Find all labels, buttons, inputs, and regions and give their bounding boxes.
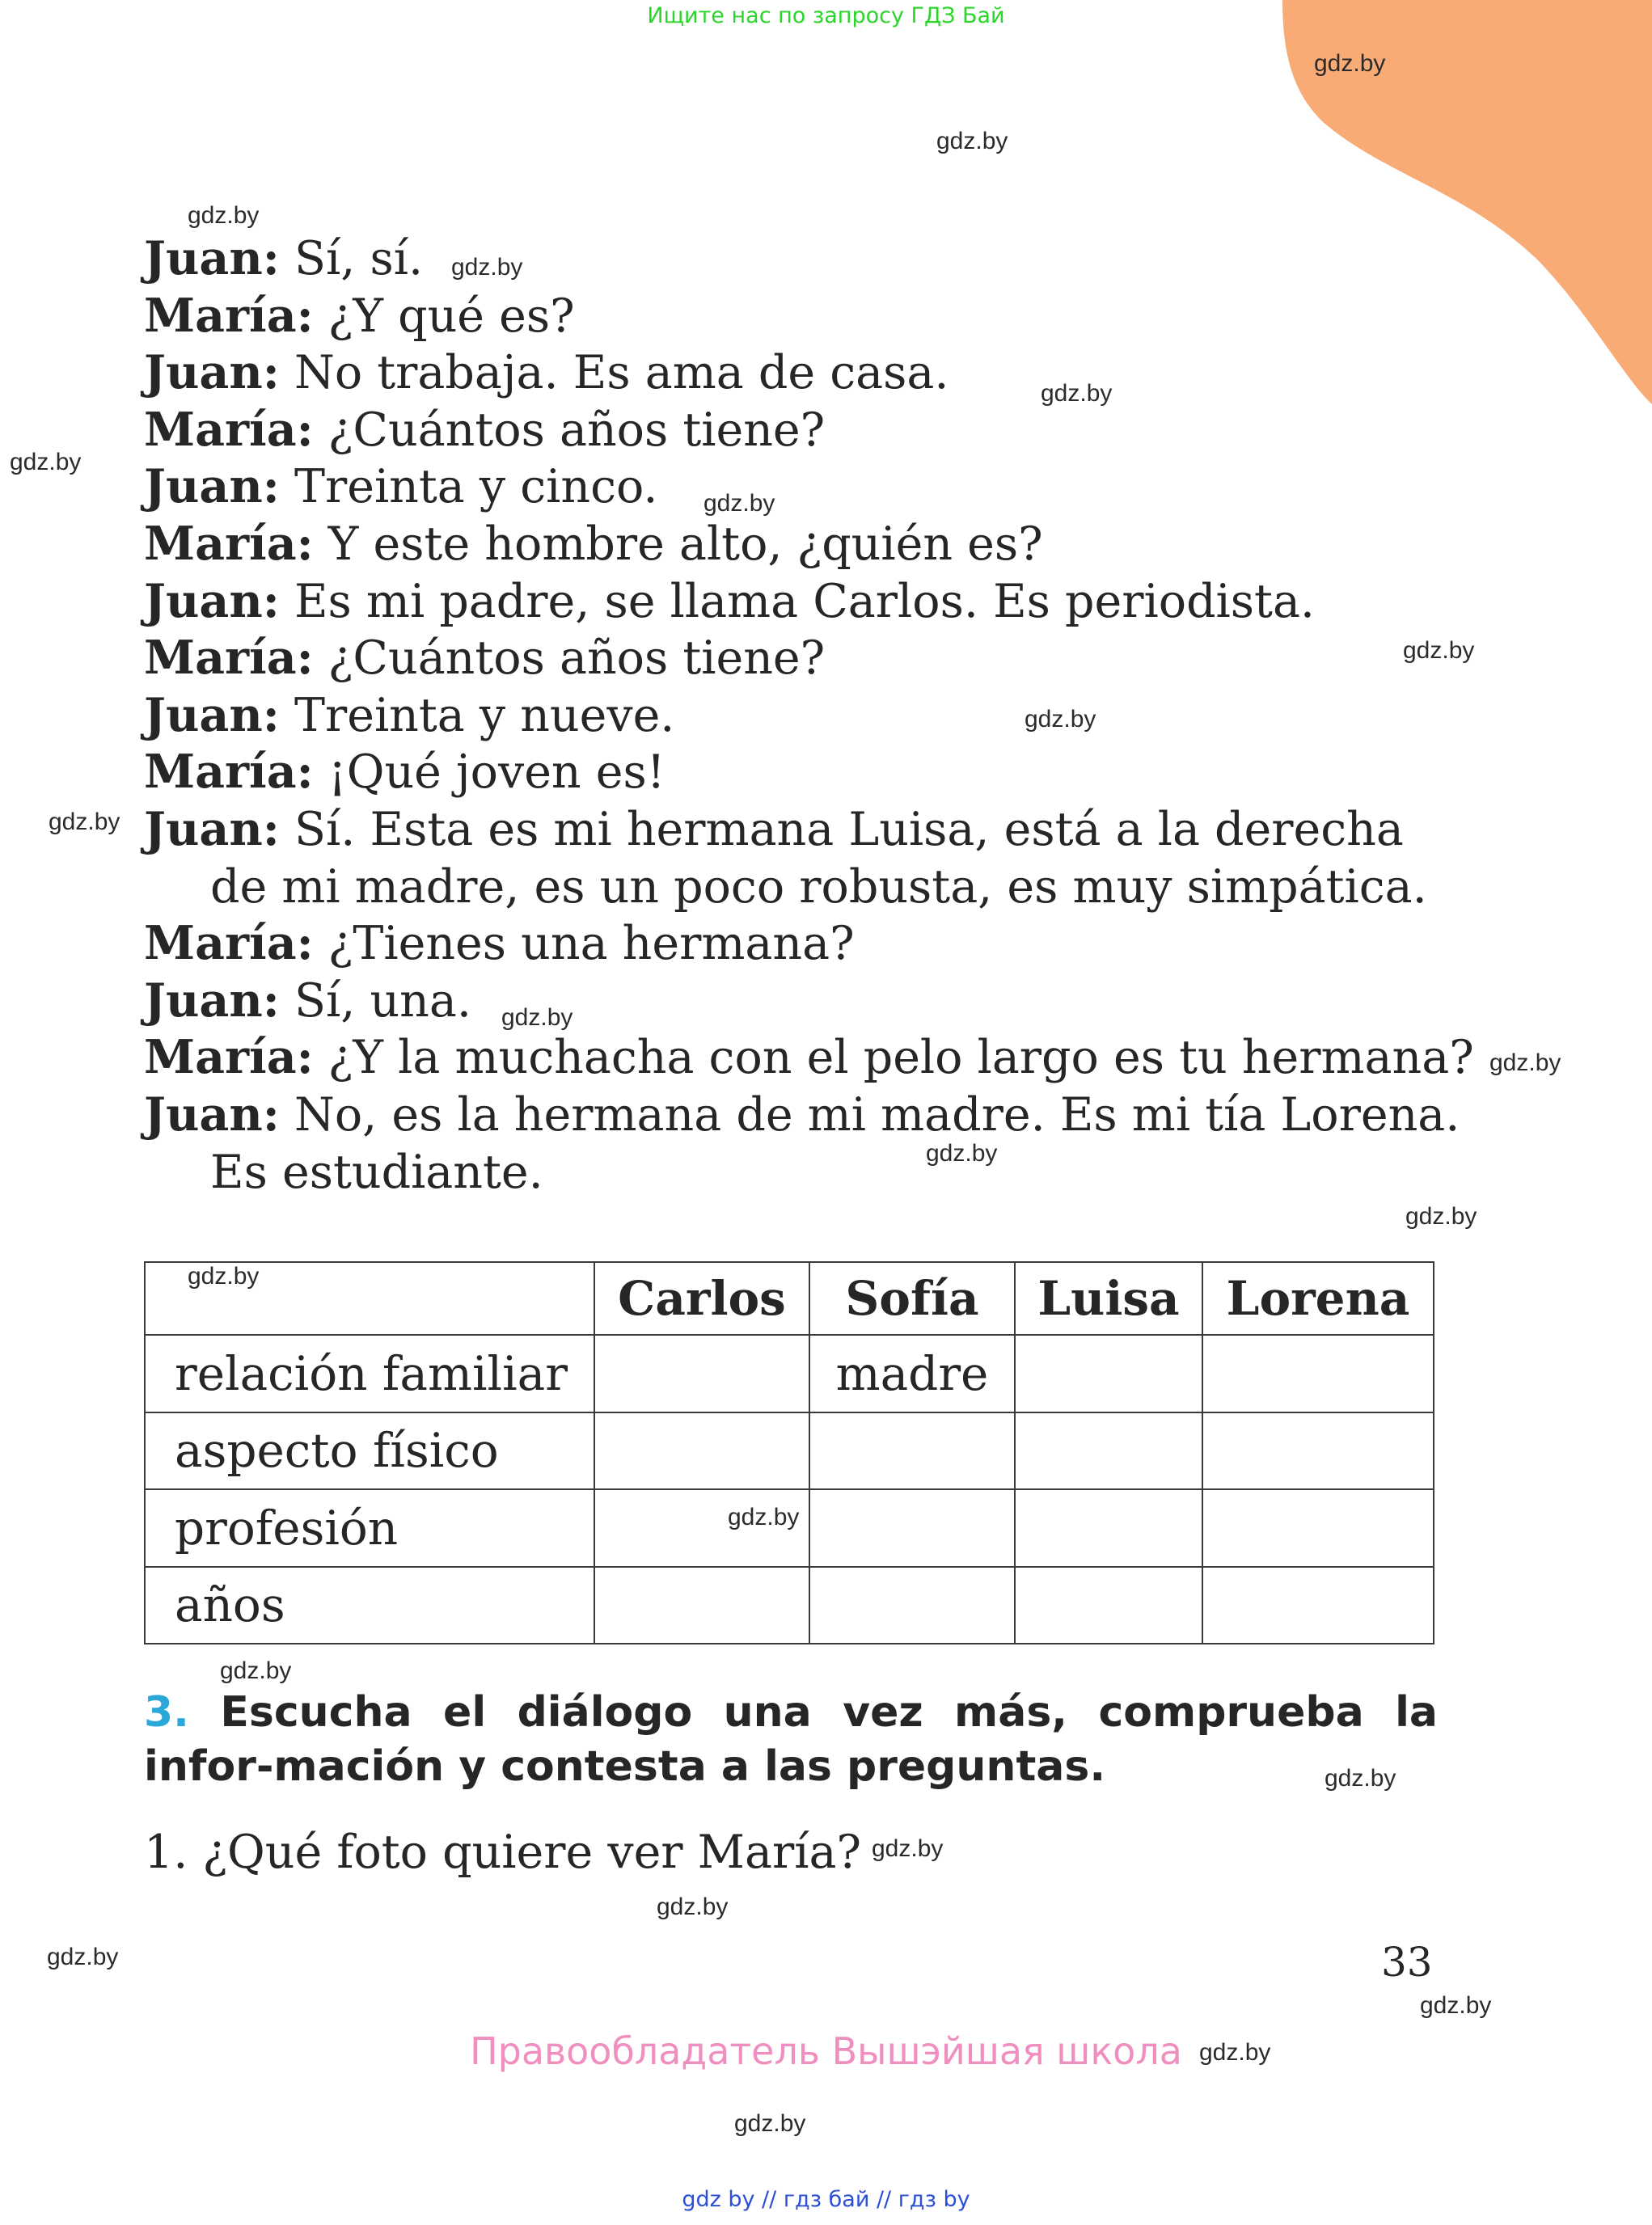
table-cell xyxy=(1202,1335,1434,1412)
dialogue-line-continued xyxy=(144,1144,1519,1201)
table-header-cell: Lorena xyxy=(1202,1262,1434,1335)
watermark: gdz.by xyxy=(49,809,120,835)
watermark: gdz.by xyxy=(1489,1049,1561,1076)
table-cell xyxy=(1015,1489,1202,1567)
footer-links: gdz by // гдз бай // гдз by xyxy=(682,2187,970,2212)
dialogue-text: ¿Tienes una hermana? xyxy=(313,917,855,971)
table-cell xyxy=(594,1567,809,1644)
family-info-table xyxy=(144,1261,1434,1644)
speaker-name: María: xyxy=(144,1030,314,1085)
speaker-name: Juan: xyxy=(144,687,280,742)
dialogue-text: No trabaja. Es ama de casa. xyxy=(279,346,949,400)
dialogue-line xyxy=(144,630,1519,687)
watermark: gdz.by xyxy=(188,202,260,229)
table-cell xyxy=(1015,1567,1202,1644)
watermark: gdz.by xyxy=(1325,1765,1396,1792)
row-label: aspecto físico xyxy=(145,1412,594,1490)
dialogue-line xyxy=(144,1029,1519,1087)
table-cell xyxy=(1202,1412,1434,1490)
table-row xyxy=(145,1567,1434,1644)
speaker-name: María: xyxy=(144,402,314,457)
table-header-cell: Sofía xyxy=(809,1262,1015,1335)
watermark: gdz.by xyxy=(926,1140,998,1167)
dialogue-text: No, es la hermana de mi madre. Es mi tía Lorena. xyxy=(279,1087,1460,1142)
dialogue-line xyxy=(144,288,1519,345)
watermark: gdz.by xyxy=(936,128,1008,154)
watermark: gdz.by xyxy=(657,1894,729,1920)
watermark: gdz.by xyxy=(1420,1992,1492,2019)
table-header-cell: Luisa xyxy=(1015,1262,1202,1335)
row-label: relación familiar xyxy=(145,1335,594,1412)
dialogue-text: Sí, una. xyxy=(279,973,471,1028)
dialogue-text: Sí, sí. xyxy=(279,232,424,285)
dialogue-text: Treinta y nueve. xyxy=(279,688,675,742)
dialogue-line xyxy=(144,573,1519,631)
task-number: 3. xyxy=(144,1688,189,1737)
dialogue-line-continued xyxy=(144,859,1519,916)
watermark: gdz.by xyxy=(188,1263,260,1290)
speaker-name: Juan: xyxy=(144,345,280,400)
speaker-name: María: xyxy=(144,745,314,800)
task-text: Escucha el diálogo una vez más, comprueba la infor-mación y contesta a las preguntas. xyxy=(144,1688,1438,1791)
speaker-name: María: xyxy=(144,288,314,343)
dialogue-line xyxy=(144,915,1519,973)
speaker-name: María: xyxy=(144,916,314,971)
dialogue-line xyxy=(144,402,1519,459)
watermark: gdz.by xyxy=(1403,637,1475,664)
table-cell: madre xyxy=(809,1335,1015,1412)
dialogue-line xyxy=(144,344,1519,402)
watermark: gdz.by xyxy=(1041,380,1113,407)
watermark: gdz.by xyxy=(734,2110,806,2137)
top-banner: Ищите нас по запросу ГДЗ Бай xyxy=(647,3,1005,28)
dialogue-text: ¿Cuántos años tiene? xyxy=(313,403,826,457)
table-cell xyxy=(1015,1412,1202,1490)
row-label: años xyxy=(145,1567,594,1644)
watermark: gdz.by xyxy=(1025,706,1096,733)
dialogue-text: Es mi padre, se llama Carlos. Es periodista. xyxy=(279,574,1316,628)
watermark: gdz.by xyxy=(872,1835,944,1862)
table-cell xyxy=(1202,1567,1434,1644)
dialogue-text: Y este hombre alto, ¿quién es? xyxy=(313,517,1043,571)
watermark: gdz.by xyxy=(220,1657,292,1684)
dialogue-line xyxy=(144,516,1519,573)
speaker-name: Juan: xyxy=(144,573,280,628)
dialogue-line xyxy=(144,973,1519,1030)
watermark: gdz.by xyxy=(501,1004,573,1031)
speaker-name: Juan: xyxy=(144,1087,280,1142)
dialogue-text: Sí. Esta es mi hermana Luisa, está a la derecha xyxy=(279,802,1404,856)
watermark: gdz.by xyxy=(1199,2039,1271,2066)
dialogue xyxy=(144,230,1519,1201)
watermark: gdz.by xyxy=(451,254,523,281)
question-1: 1. ¿Qué foto quiere ver María? xyxy=(144,1826,862,1879)
dialogue-text: ¿Y qué es? xyxy=(313,289,575,343)
watermark: gdz.by xyxy=(703,490,775,517)
speaker-name: María: xyxy=(144,631,314,686)
table-row xyxy=(145,1335,1434,1412)
table-cell xyxy=(594,1335,809,1412)
table-cell xyxy=(809,1412,1015,1490)
watermark: gdz.by xyxy=(1405,1203,1477,1230)
table-cell xyxy=(1015,1335,1202,1412)
dialogue-text: ¿Cuántos años tiene? xyxy=(313,631,826,686)
dialogue-text: Es estudiante. xyxy=(210,1145,543,1199)
speaker-name: Juan: xyxy=(144,801,280,856)
watermark: gdz.by xyxy=(1314,50,1386,77)
speaker-name: Juan: xyxy=(144,973,280,1028)
dialogue-text: de mi madre, es un poco robusta, es muy simpática. xyxy=(210,859,1427,914)
watermark: gdz.by xyxy=(47,1944,119,1970)
dialogue-line xyxy=(144,1087,1519,1144)
copyright-notice: Правообладатель Вышэйшая школа xyxy=(470,2029,1182,2073)
task-instruction xyxy=(144,1686,1438,1794)
speaker-name: María: xyxy=(144,516,314,571)
dialogue-line xyxy=(144,801,1519,859)
table-cell xyxy=(809,1567,1015,1644)
speaker-name: Juan: xyxy=(144,459,280,514)
table-cell xyxy=(809,1489,1015,1567)
table-cell xyxy=(1202,1489,1434,1567)
table-header-row xyxy=(145,1262,1434,1335)
dialogue-text: ¿Y la muchacha con el pelo largo es tu hermana? xyxy=(313,1031,1474,1085)
dialogue-line xyxy=(144,687,1519,745)
dialogue-line xyxy=(144,744,1519,801)
page-number: 33 xyxy=(1381,1939,1433,1986)
speaker-name: Juan: xyxy=(144,231,280,285)
watermark: gdz.by xyxy=(10,449,82,475)
table-row xyxy=(145,1412,1434,1490)
row-label: profesión xyxy=(145,1489,594,1567)
watermark: gdz.by xyxy=(728,1504,800,1530)
table-header-cell: Carlos xyxy=(594,1262,809,1335)
dialogue-line xyxy=(144,458,1519,516)
dialogue-line xyxy=(144,230,1519,288)
dialogue-text: Treinta y cinco. xyxy=(279,460,658,514)
dialogue-text: ¡Qué joven es! xyxy=(313,745,665,800)
table-cell xyxy=(594,1412,809,1490)
